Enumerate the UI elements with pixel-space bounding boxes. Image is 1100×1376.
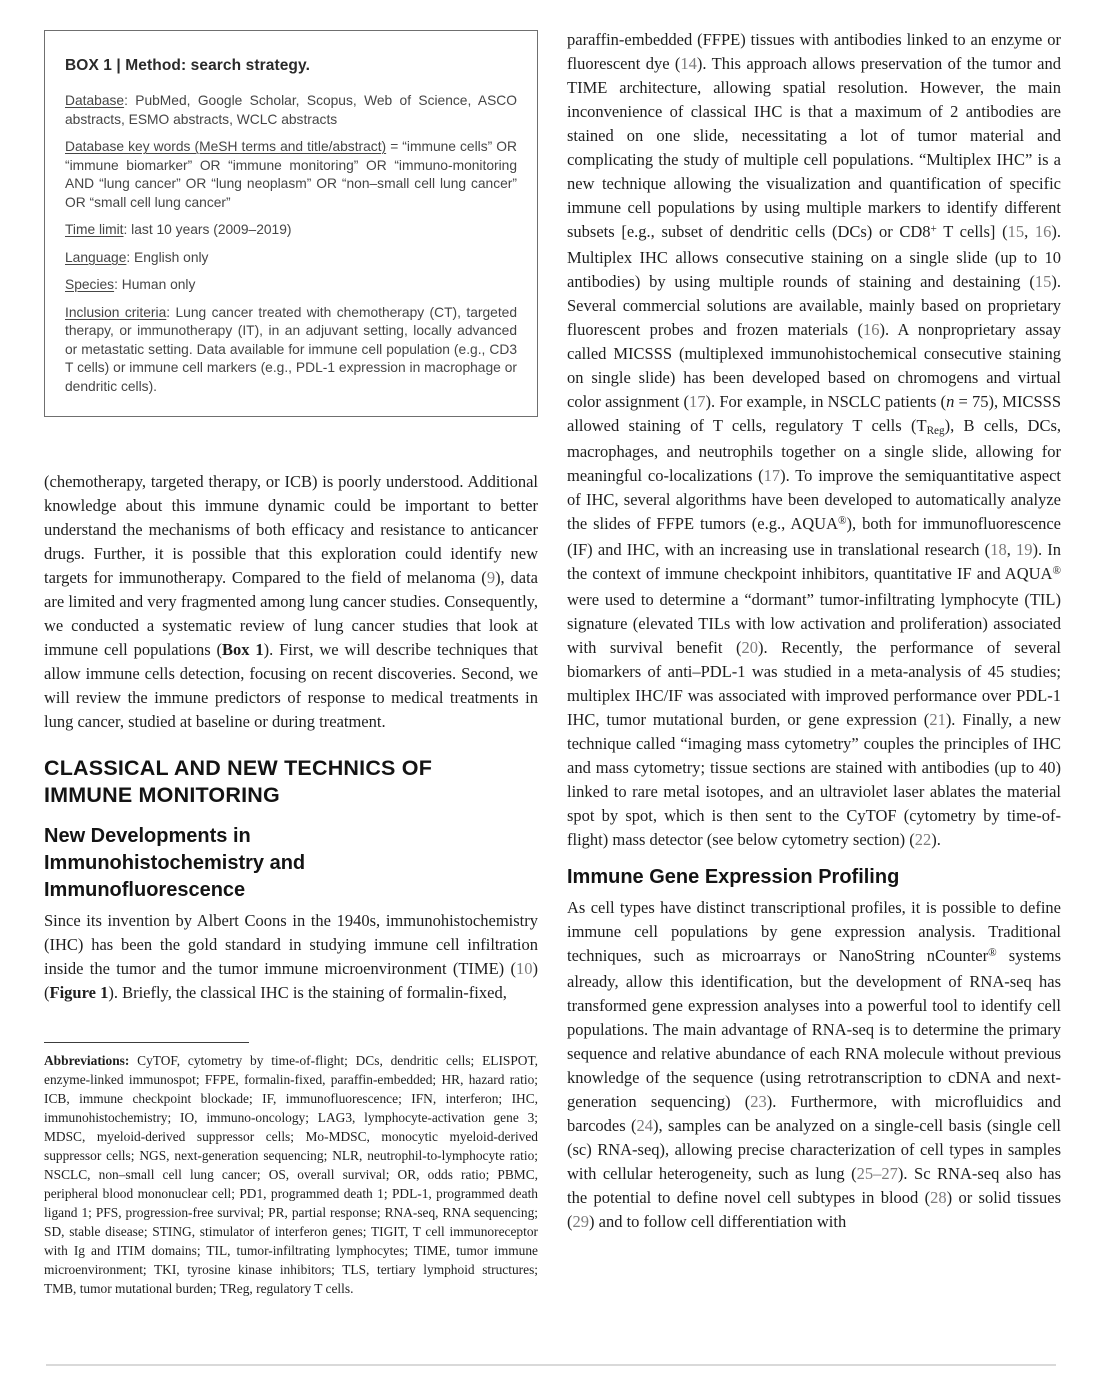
page-footer-rule	[46, 1364, 1056, 1366]
box-item-database: Database: PubMed, Google Scholar, Scopus, Web of Science, ASCO abstracts, ESMO abstracts, WCLC abstracts	[65, 93, 517, 127]
subsection-heading: New Developments in Immunohistochemistry and Immunofluorescence	[44, 825, 306, 901]
box-title: BOX 1 | Method: search strategy.	[65, 57, 310, 74]
box-item-inclusion-criteria: Inclusion criteria: Lung cancer treated with chemotherapy (CT), targeted therapy, or immunotherapy (IT), in an adjuvant setting, locally advanced or metastatic setting. Data available for immune cell population (e.g., CD3 T cells) or immune cell markers (e.g., PDL-1 expression in macrophage or dendritic cells).	[65, 304, 517, 394]
box-item-language: Language: English only	[65, 249, 209, 265]
section-heading: CLASSICAL AND NEW TECHNICS OF IMMUNE MONITORING	[44, 756, 433, 807]
paragraph: (chemotherapy, targeted therapy, or ICB) is poorly understood. Additional knowledge about this immune dynamic could be important to better understand the mechanisms of both efficacy and resistance to anticancer drugs. Further, it is possible that this exploration could identify new targets for immunotherapy. Compared to the field of melanoma (9), data are limited and very fragmented among lung cancer studies. Consequently, we conducted a systematic review of lung cancer studies that look at immune cell populations (Box 1). First, we will describe techniques that allow immune cells detection, focusing on recent discoveries. Second, we will review the immune predictors of response to medical treatments in lung cancer, studied at baseline or during treatment.	[44, 472, 538, 731]
footnote-rule	[44, 1042, 249, 1043]
right-section-heading: Immune Gene Expression Profiling	[567, 866, 900, 888]
paragraph: Since its invention by Albert Coons in the 1940s, immunohistochemistry (IHC) has been the gold standard in studying immune cell infiltration inside the tumor and the tumor immune microenvironment (TIME) (10) (Figure 1). Briefly, the classical IHC is the staining of formalin-fixed,	[44, 911, 538, 1002]
box-item-time-limit: Time limit: last 10 years (2009–2019)	[65, 222, 292, 237]
left-column	[44, 30, 538, 1005]
paragraph: paraffin-embedded (FFPE) tissues with antibodies linked to an enzyme or fluorescent dye (14). This approach allows preservation of the tumor and TIME architecture, allowing spatial resolution. However, the main inconvenience of classical IHC is that a maximum of 2 antibodies are stained on one slide, necessitating a lot of tumor material and complicating the study of multiple cell populations. “Multiplex IHC” is a new technique allowing the visualization and quantification of specific immune cell populations by using multiple markers to identify different subsets [e.g., subset of dendritic cells (DCs) or CD8+ T cells] (15, 16). Multiplex IHC allows consecutive staining on a single slide (up to 10 antibodies) by using multiple rounds of staining and destaining (15). Several commercial solutions are available, mainly based on proprietary fluorescent probes and frozen materials (16). A nonproprietary assay called MICSSS (multiplexed immunohistochemical consecutive staining on single slide) has been developed based on chromogens and virtual color assignment (17). For example, in NSCLC patients (n = 75), MICSSS allowed staining of T cells, regulatory T cells (TReg), B cells, DCs, macrophages, and neutrophils together on a single slide, allowing for meaningful co-localizations (17). To improve the semiquantitative aspect of IHC, several algorithms have been developed to automatically analyze the slides of FFPE tumors (e.g., AQUA®), both for immunofluorescence (IF) and IHC, with an increasing use in translational research (18, 19). In the context of immune checkpoint inhibitors, quantitative IF and AQUA® were used to determine a “dormant” tumor-infiltrating lymphocyte (TIL) signature (elevated TILs with low activation and proliferation) associated with survival benefit (20). Recently, the performance of several biomarkers of anti–PDL-1 was studied in a meta-analysis of 45 studies; multiplex IHC/IF was associated with improved performance over PDL-1 IHC, tumor mutational burden, or gene expression (21). Finally, a new technique called “imaging mass cytometry” couples the principles of IHC and mass cytometry; tissue sections are stained with antibodies (up to 40) linked to rare metal isotopes, and an ultraviolet laser ablates the material spot by spot, which is then sent to the CyTOF (cytometry by time-of-flight) mass detector (see below cytometry section) (22).	[567, 30, 1062, 849]
box-item-keywords: Database key words (MeSH terms and title/abstract) = “immune cells” OR “immune biomarker” OR “immune monitoring” OR “immuno-monitoring AND “lung cancer” OR “lung neoplasm” OR “non–small cell lung cancer” OR “small cell lung cancer”	[65, 139, 517, 210]
box-item-species: Species: Human only	[65, 277, 196, 292]
abbreviations-note	[44, 1042, 538, 1298]
right-column	[567, 28, 1061, 1234]
paragraph: As cell types have distinct transcriptional profiles, it is possible to define immune cell populations by gene expression analysis. Traditional techniques, such as microarrays or NanoString nCounter® systems already, allow this identification, but the development of RNA-seq has transformed gene expression analyses into a powerful tool to identify cell populations. The main advantage of RNA-seq is to determine the primary sequence and relative abundance of each RNA molecule without previous knowledge of the sequence (using retrotranscription to cDNA and next-generation sequencing) (23). Furthermore, with microfluidics and barcodes (24), samples can be analyzed on a single-cell basis (single cell (sc) RNA-seq), allowing precise characterization of cell types in samples with cellular heterogeneity, such as lung (25–27). Sc RNA-seq also has the potential to define novel cell subtypes in blood (28) or solid tissues (29) and to follow cell differentiation with	[567, 898, 1061, 1231]
method-box	[44, 30, 538, 417]
abbreviations-text: Abbreviations: CyTOF, cytometry by time-of-flight; DCs, dendritic cells; ELISPOT, enzyme-linked immunospot; FFPE, formalin-fixed, paraffin-embedded; HR, hazard ratio; ICB, immune checkpoint blockade; IF, immunofluorescence; IFN, interferon; IHC, immunohistochemistry; IO, immuno-oncology; LAG3, lymphocyte-activation gene 3; MDSC, myeloid-derived suppressor cells; Mo-MDSC, monocytic myeloid-derived suppressor cells; NGS, next-generation sequencing; NLR, neutrophil-to-lymphocyte ratio; NSCLC, non–small cell lung cancer; OS, overall survival; OR, odds ratio; PBMC, peripheral blood mononuclear cell; PD1, programmed death 1; PDL-1, programmed death ligand 1; PFS, progression-free survival; PR, partial response; RNA-seq, RNA sequencing; SD, stable disease; STING, stimulator of interferon genes; TIGIT, T cell immunoreceptor with Ig and ITIM domains; TIL, tumor-infiltrating lymphocytes; TIME, tumor immune microenvironment; TKI, tyrosine kinase inhibitors; TLS, tertiary lymphoid structures; TMB, tumor mutational burden; TReg, regulatory T cells.	[44, 1053, 538, 1296]
